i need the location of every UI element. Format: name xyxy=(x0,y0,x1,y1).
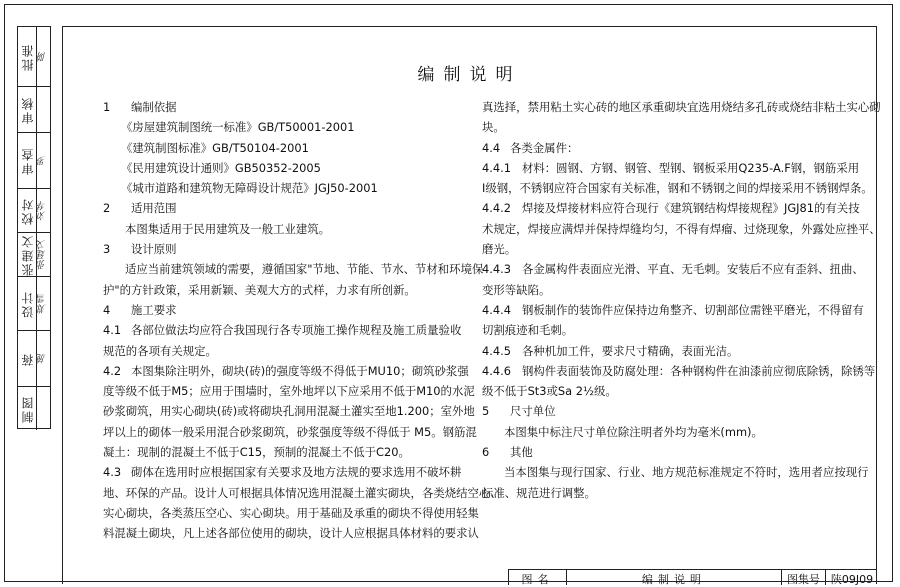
clause-number: 4 xyxy=(103,302,111,317)
section-heading xyxy=(482,138,843,158)
text-line: 本图集中标注尺寸单位除注明者外均为毫米(mm)。 xyxy=(504,424,763,439)
clause-paragraph xyxy=(103,361,469,381)
strip-signature: 施 xyxy=(36,353,48,364)
clause-number: 4.4.4 xyxy=(482,302,511,317)
text-line: 级不低于St3或Sa 2½级。 xyxy=(482,384,617,399)
clause-paragraph xyxy=(482,158,860,178)
text-line: 地、环保的产品。设计人可根据具体情况选用混凝土灌实砌块，各类烧结空心、 xyxy=(103,485,502,500)
clause-text: 适用范围 xyxy=(131,201,177,216)
clause-text: 钢板制作的装饰件应保持边角整齐、切割部位需锉平磨光，不得留有 xyxy=(522,302,864,317)
clause-number: 4.4.6 xyxy=(482,363,511,378)
clause-number: 3 xyxy=(103,242,111,257)
clause-number: 4.4.5 xyxy=(482,343,511,358)
reference-standard: 《房屋建筑制图统一标准》GB/T50001-2001 xyxy=(121,120,355,135)
clause-paragraph xyxy=(482,361,876,381)
strip-signature: 罗 xyxy=(36,155,48,166)
strip-signature xyxy=(35,387,49,430)
strip-cell xyxy=(18,331,50,387)
reference-standard: 《民用建筑设计通则》GB50352-2005 xyxy=(121,160,321,175)
clause-text: 各种机加工件，要求尺寸精确，表面光洁。 xyxy=(522,343,739,358)
text-line: 适应当前建筑领域的需要，遵循国家"节地、节能、节水、节材和环境保 xyxy=(125,262,484,277)
text-line: 坪以上的砌体一般采用混合砂浆砌筑，砂浆强度等级不得低于 M5。钢筋混 xyxy=(103,424,477,439)
clause-number: 5 xyxy=(482,404,490,419)
title-block-name: 编制说明 xyxy=(567,570,782,585)
text-line: 护"的方针政策，采用新颖、美观大方的式样，力求有所创新。 xyxy=(103,282,416,297)
clause-text: 其他 xyxy=(510,445,533,460)
text-line: 本图集适用于民用建筑及一般工业建筑。 xyxy=(125,221,331,236)
strip-role-label: 审核 xyxy=(19,87,37,132)
text-line: 料混凝土砌块，凡上述各部位使用的砌块，设计人应根据具体材料的要求认 xyxy=(103,526,479,541)
clause-text: 各金属构件表面应光滑、平直、无毛刺。安装后不应有歪斜、扭曲、 xyxy=(522,262,864,277)
strip-role-label: 张建文 xyxy=(21,233,35,276)
clause-paragraph xyxy=(482,198,860,218)
text-line: 块。 xyxy=(482,120,505,135)
signature-strip xyxy=(17,26,51,429)
clause-text: 钢构件表面装饰及防腐处理：各种钢构件在油漆前应彻底除锈，除锈等 xyxy=(522,363,876,378)
reference-standard: 《城市道路和建筑物无障碍设计规范》JGJ50-2001 xyxy=(121,181,378,196)
clause-number: 4.4.1 xyxy=(482,160,511,175)
text-line: 度等级不低于M5；应用于围墙时，室外地坪以下应采用不低于M10的水泥 xyxy=(103,384,475,399)
text-line: 术规定，焊接应满焊并保持焊缝均匀，不得有焊瘤、过烧现象，外露处应挫平、 xyxy=(482,221,881,236)
strip-role-label: 批准 xyxy=(19,27,37,86)
text-line: 规范的各项有关规定。 xyxy=(103,343,217,358)
clause-text: 尺寸单位 xyxy=(510,404,556,419)
clause-text: 本图集除注明外，砌块(砖)的强度等级不得低于MU10；砌筑砂浆强 xyxy=(131,363,469,378)
clause-number: 4.4 xyxy=(482,140,501,155)
strip-role-label: 校对 xyxy=(19,189,37,232)
clause-text: 材料：圆钢、方钢、钢管、型钢、钢板采用Q235-A.F钢，钢筋采用 xyxy=(522,160,860,175)
clause-text: 编制依据 xyxy=(131,100,177,114)
strip-signature: 张建文 xyxy=(36,239,48,270)
page-title: 编制说明 xyxy=(417,65,522,85)
section-heading xyxy=(482,442,843,462)
clause-number: 2 xyxy=(103,201,111,216)
strip-signature: 陈 xyxy=(36,51,48,62)
clause-text: 各类金属件： xyxy=(510,140,579,155)
strip-cell xyxy=(18,133,50,189)
clause-paragraph xyxy=(482,341,843,361)
clause-text: 设计原则 xyxy=(131,242,177,257)
section-heading xyxy=(103,198,458,218)
text-line: 实心砌块，各类蒸压空心、实心砌块。用于基础及承重的砌块不得使用轻集 xyxy=(103,505,479,520)
section-heading xyxy=(103,239,458,259)
strip-cell xyxy=(18,387,50,430)
clause-number: 4.3 xyxy=(103,465,122,480)
text-line: 变形等缺陷。 xyxy=(482,282,551,297)
strip-role-label: 审查 xyxy=(19,133,37,188)
clause-number: 4.1 xyxy=(103,323,122,338)
text-line: 真选择，禁用粘土实心砖的地区承重砌块宜选用烧结多孔砖或烧结非粘土实心砌 xyxy=(482,100,881,114)
strip-role-label: 蒋 xyxy=(19,331,37,386)
strip-signature: 郑雪 xyxy=(36,293,48,314)
text-line: 标准、规范进行调整。 xyxy=(482,485,596,500)
text-line: 凝土：现制的混凝土不低于C15，预制的混凝土不低于C20。 xyxy=(103,445,410,460)
clause-text: 焊接及焊接材料应符合现行《建筑钢结构焊接规程》JGJ81的有关技 xyxy=(522,201,860,216)
strip-cell xyxy=(18,189,50,233)
clause-number: 6 xyxy=(482,445,490,460)
text-line: 当本图集与现行国家、行业、地方规范标准规定不符时，选用者应按现行 xyxy=(504,465,869,480)
document-body xyxy=(62,26,881,584)
section-heading xyxy=(103,97,458,117)
strip-signature xyxy=(35,87,49,132)
section-heading xyxy=(103,300,458,320)
title-block xyxy=(508,569,877,585)
strip-cell xyxy=(18,27,50,87)
clause-text: 施工要求 xyxy=(131,302,177,317)
strip-cell xyxy=(18,87,50,133)
clause-paragraph xyxy=(103,462,462,482)
text-line: 磨光。 xyxy=(482,242,517,257)
clause-number: 1 xyxy=(103,100,111,114)
strip-cell xyxy=(18,233,50,277)
clause-text: 各部位做法均应符合我国现行各专项施工操作规程及施工质量验收 xyxy=(131,323,462,338)
clause-number: 4.4.2 xyxy=(482,201,511,216)
clause-number: 4.2 xyxy=(103,363,122,378)
clause-number: 4.4.3 xyxy=(482,262,511,277)
text-line: 砂浆砌筑，用实心砌块(砖)或将砌块孔洞用混凝土灌实至地1.200；室外地 xyxy=(103,404,475,419)
text-line: I级钢，不锈钢应符合国家有关标准，钢和不锈钢之间的焊接采用不锈钢焊条。 xyxy=(482,181,873,196)
title-block-set-number: 陕09J09 xyxy=(830,573,874,586)
clause-text: 砌体在选用时应根据国家有关要求及地方法规的要求选用不破坏耕 xyxy=(131,465,462,480)
reference-standard: 《建筑制图标准》GB/T50104-2001 xyxy=(121,140,309,155)
section-heading xyxy=(482,401,843,421)
strip-cell xyxy=(18,277,50,331)
text-line: 切割痕迹和毛刺。 xyxy=(482,323,574,338)
clause-paragraph xyxy=(103,320,462,340)
right-column xyxy=(482,97,881,503)
title-block-set-label: 图集号 xyxy=(782,570,826,585)
title-block-name-label: 图名 xyxy=(509,570,567,585)
strip-role-label: 制图 xyxy=(19,387,37,430)
strip-signature: 刘华 xyxy=(36,200,48,221)
clause-paragraph xyxy=(482,300,864,320)
strip-role-label: 设计 xyxy=(19,277,37,330)
clause-paragraph xyxy=(482,259,864,279)
